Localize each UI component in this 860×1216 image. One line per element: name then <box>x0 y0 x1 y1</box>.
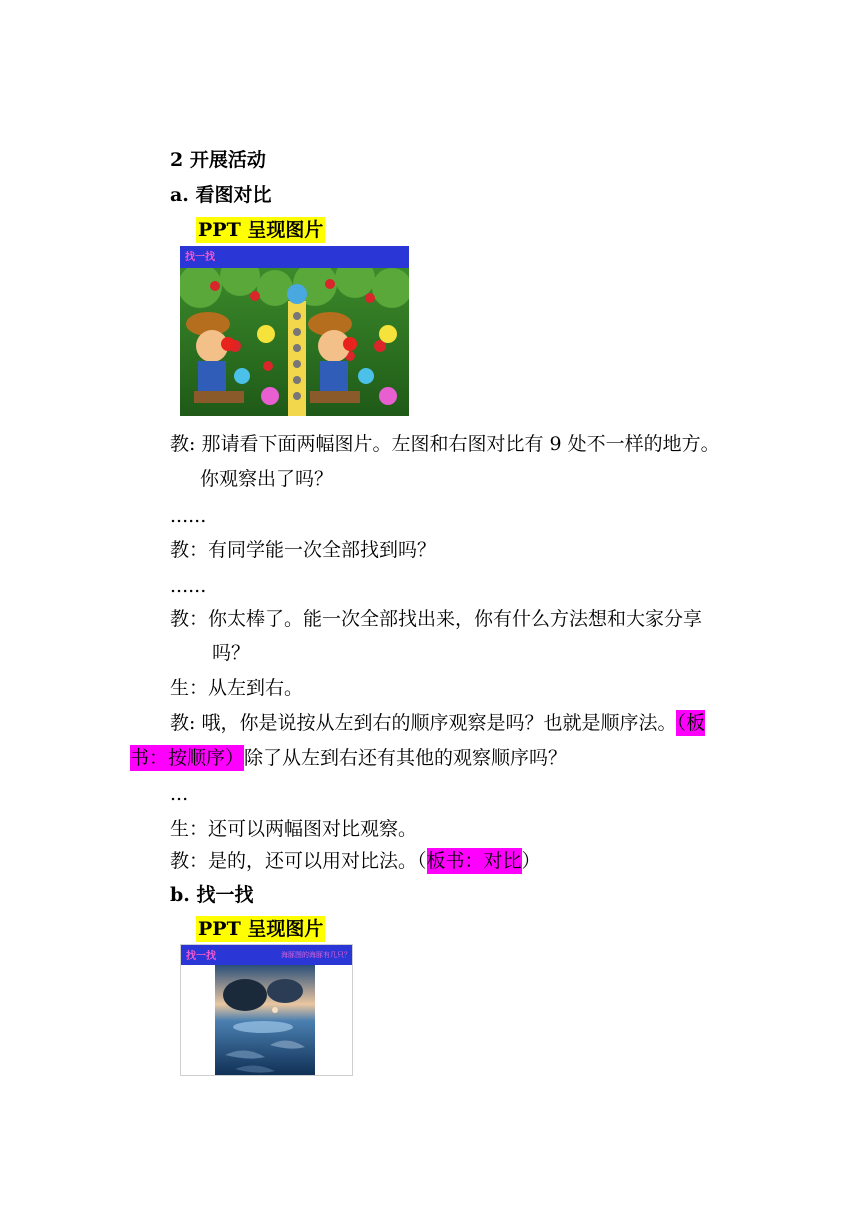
part-b-title: b. 找一找 <box>170 884 254 906</box>
board-note-highlight: （板 <box>676 712 705 734</box>
slide-header-subtitle: 海豚图的海豚有几只？ <box>281 951 351 959</box>
part-a-title: a. 看图对比 <box>170 184 272 206</box>
dolphin-slide-header <box>181 945 352 965</box>
spot-difference-illustration <box>180 246 409 416</box>
ppt-note-b <box>196 915 325 943</box>
slide-header-title: 找一找 <box>185 252 215 263</box>
order-method-text: 教: 哦，你是说按从左到右的顺序观察是吗？也就是顺序法。 <box>170 712 677 734</box>
dialogue-line: 你观察出了吗？ <box>200 468 334 490</box>
order-method-line-cont <box>130 744 567 772</box>
dialogue-line: 教：有同学能一次全部找到吗？ <box>170 539 437 561</box>
dialogue-line: 教：你太棒了。能一次全部找出来，你有什么方法想和大家分享 <box>170 608 703 630</box>
dialogue-ellipsis: ... <box>170 783 189 805</box>
contrast-method-text: ） <box>521 850 541 872</box>
order-method-line <box>170 709 705 737</box>
spot-difference-slide <box>180 246 409 416</box>
ppt-note-a <box>196 216 325 244</box>
slide-header-title: 找一找 <box>186 951 216 962</box>
contrast-method-text: 教：是的，还可以用对比法。（ <box>170 850 427 872</box>
ppt-note-a-highlight: PPT 呈现图片 <box>198 219 324 241</box>
board-note-highlight: 板书：对比 <box>426 850 522 872</box>
contrast-method-line <box>170 847 541 875</box>
dialogue-line: 生：还可以两幅图对比观察。 <box>170 818 418 840</box>
dialogue-ellipsis: ...... <box>170 505 207 527</box>
section-heading: 2 开展活动 <box>170 149 266 171</box>
board-note-highlight: 书：按顺序） <box>130 747 245 769</box>
order-method-text: 除了从左到右还有其他的观察顺序吗？ <box>244 747 568 769</box>
dialogue-ellipsis: ...... <box>170 575 207 597</box>
dialogue-line: 生：从左到右。 <box>170 677 304 699</box>
dolphin-illustration <box>215 965 315 1076</box>
spot-difference-slide-header <box>180 246 409 268</box>
ppt-note-b-highlight: PPT 呈现图片 <box>198 918 324 940</box>
dialogue-line: 教: 那请看下面两幅图片。左图和右图对比有 9 处不一样的地方。 <box>170 433 720 455</box>
dialogue-line: 吗？ <box>212 642 251 664</box>
dolphin-slide <box>180 944 353 1076</box>
